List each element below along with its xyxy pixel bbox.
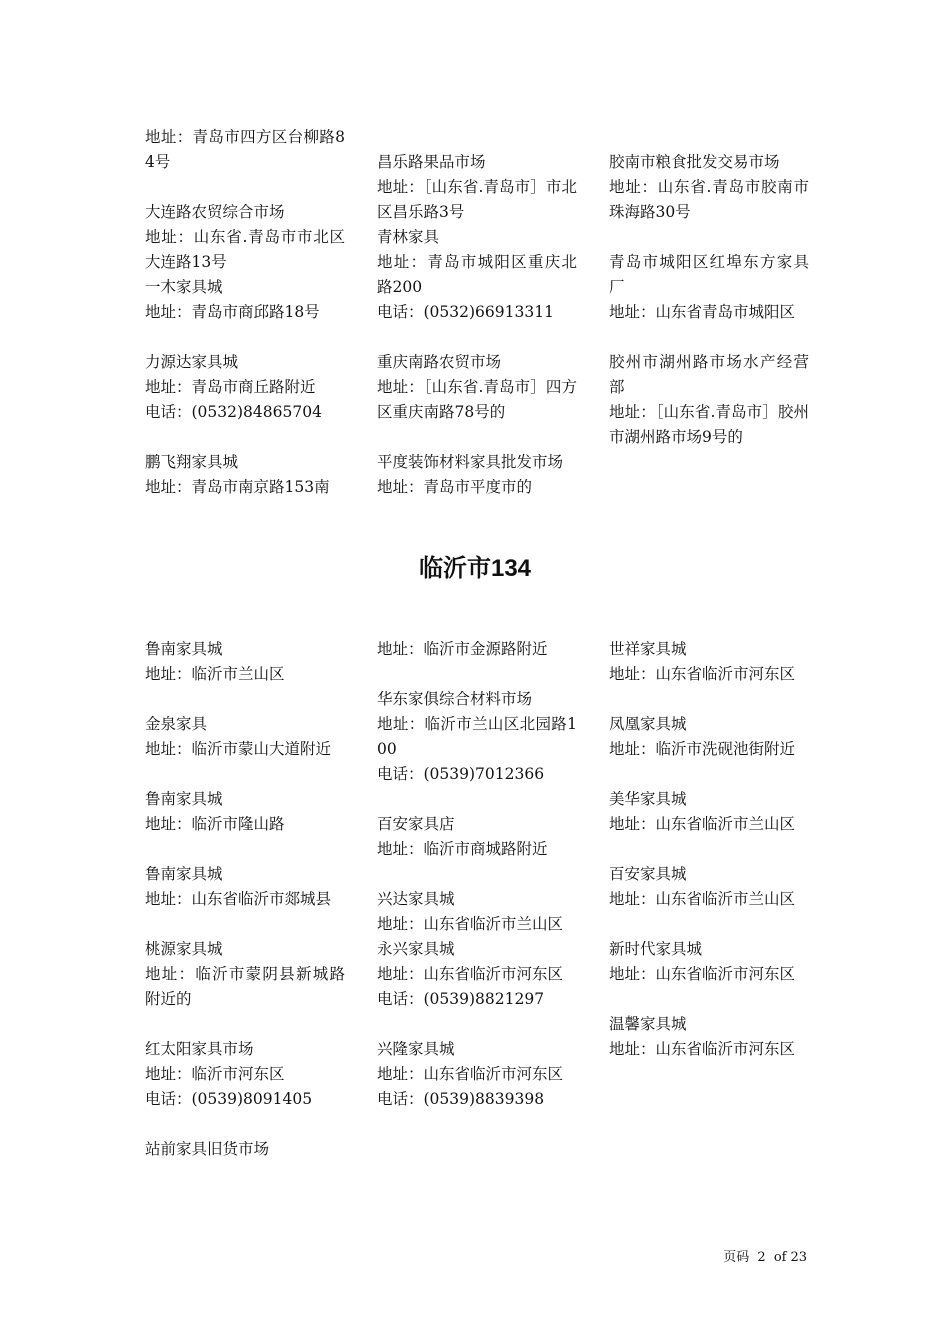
listing-line-first: 美华家具城 xyxy=(609,790,687,808)
listing-line: 电话：(0532)84865704 xyxy=(145,403,322,421)
listing-line: 地址：青岛市商丘路附近 xyxy=(145,378,316,396)
listing-entry xyxy=(145,200,345,275)
listing-entry xyxy=(609,787,809,837)
listing-line: 地址：青岛市城阳区重庆北路200 xyxy=(377,253,577,296)
listing-line: 地址：山东省临沂市河东区 xyxy=(609,1040,796,1058)
listing-entry xyxy=(377,637,577,662)
listing-entry xyxy=(609,937,809,987)
listing-line: 地址：临沂市洗砚池街附近 xyxy=(609,740,796,758)
listing-line: 地址：［山东省.青岛市］市北区昌乐路3号 xyxy=(377,178,577,221)
top-column-3 xyxy=(609,150,809,475)
listing-entry xyxy=(609,1012,809,1062)
listing-line-first: 胶南市粮食批发交易市场 xyxy=(609,153,780,171)
listing-entry xyxy=(377,937,577,1012)
listing-line: 地址：［山东省.青岛市］四方区重庆南路78号的 xyxy=(377,378,577,421)
bottom-column-3 xyxy=(609,637,809,1087)
listing-entry xyxy=(377,887,577,937)
listing-line-first: 世祥家具城 xyxy=(609,640,687,658)
listing-entry xyxy=(377,812,577,862)
listing-line: 电话：(0539)7012366 xyxy=(377,765,545,783)
listing-line-first: 兴达家具城 xyxy=(377,890,455,908)
listing-line-first: 永兴家具城 xyxy=(377,940,455,958)
listing-line: 地址：山东省.青岛市市北区大连路13号 xyxy=(145,228,345,271)
listing-line-first: 兴隆家具城 xyxy=(377,1040,455,1058)
top-column-2 xyxy=(377,150,577,525)
listing-entry xyxy=(377,350,577,425)
listing-line-first: 百安家具店 xyxy=(377,815,455,833)
page-footer xyxy=(723,1248,807,1268)
listing-line-first: 平度装饰材料家具批发市场 xyxy=(377,453,564,471)
listing-entry xyxy=(609,862,809,912)
listing-line-first: 胶州市湖州路市场水产经营部 xyxy=(609,353,809,396)
listing-line-first: 凤凰家具城 xyxy=(609,715,687,733)
listing-line-first: 鲁南家具城 xyxy=(145,790,223,808)
listing-line: 地址：山东省临沂市郯城县 xyxy=(145,890,332,908)
listing-line-first: 鹏飞翔家具城 xyxy=(145,453,239,471)
listing-line: 地址：临沂市兰山区 xyxy=(145,665,285,683)
listing-entry xyxy=(145,350,345,425)
listing-entry xyxy=(377,1037,577,1112)
listing-line-first: 新时代家具城 xyxy=(609,940,703,958)
listing-line-first: 金泉家具 xyxy=(145,715,208,733)
listing-entry xyxy=(145,937,345,1012)
listing-line-first: 青林家具 xyxy=(377,228,440,246)
listing-line: 地址：临沂市兰山区北园路100 xyxy=(377,715,577,758)
listing-line: 地址：临沂市蒙阴县新城路附近的 xyxy=(145,965,345,1008)
listing-line-first: 鲁南家具城 xyxy=(145,640,223,658)
listing-line: 电话：(0539)8821297 xyxy=(377,990,545,1008)
listing-line: 地址：山东省临沂市兰山区 xyxy=(377,915,564,933)
listing-entry xyxy=(145,862,345,912)
listing-line: 地址：山东省.青岛市胶南市珠海路30号 xyxy=(609,178,809,221)
listing-line-first: 温馨家具城 xyxy=(609,1015,687,1033)
listing-line: 电话：(0539)8839398 xyxy=(377,1090,545,1108)
listing-line-first: 地址：临沂市金源路附近 xyxy=(377,640,548,658)
bottom-column-1 xyxy=(145,637,345,1187)
listing-line: 地址：山东省临沂市兰山区 xyxy=(609,815,796,833)
listing-entry xyxy=(609,712,809,762)
listing-entry xyxy=(145,712,345,762)
listing-entry xyxy=(145,1037,345,1112)
listing-entry xyxy=(377,225,577,325)
listing-entry xyxy=(377,687,577,787)
listing-line-first: 青岛市城阳区红埠东方家具厂 xyxy=(609,253,809,296)
listing-line-first: 力源达家具城 xyxy=(145,353,239,371)
listing-line: 地址：临沂市蒙山大道附近 xyxy=(145,740,332,758)
listing-line-first: 站前家具旧货市场 xyxy=(145,1140,270,1158)
listing-line: 电话：(0539)8091405 xyxy=(145,1090,313,1108)
listing-line: 地址：山东省临沂市兰山区 xyxy=(609,890,796,908)
listing-line-first: 华东家俱综合材料市场 xyxy=(377,690,533,708)
listing-line: 地址：山东省临沂市河东区 xyxy=(377,1065,564,1083)
listing-line: 地址：临沂市河东区 xyxy=(145,1065,285,1083)
page-total: 23 xyxy=(790,1250,807,1265)
listing-entry xyxy=(145,637,345,687)
listing-entry xyxy=(609,637,809,687)
listing-entry xyxy=(609,350,809,450)
listing-entry xyxy=(145,787,345,837)
listing-line-first: 重庆南路农贸市场 xyxy=(377,353,502,371)
listing-entry xyxy=(609,250,809,325)
listing-entry xyxy=(609,150,809,225)
listing-line: 电话：(0532)66913311 xyxy=(377,303,554,321)
listing-line-first: 大连路农贸综合市场 xyxy=(145,203,285,221)
listing-entry xyxy=(145,125,345,175)
page-of-label: of xyxy=(773,1250,787,1265)
listing-line-first: 鲁南家具城 xyxy=(145,865,223,883)
listing-line: 地址：山东省临沂市河东区 xyxy=(377,965,564,983)
top-column-1 xyxy=(145,125,345,525)
page-label: 页码 xyxy=(723,1250,750,1265)
listing-line-first: 地址：青岛市四方区台柳路84号 xyxy=(145,128,345,171)
listing-line: 地址：青岛市商邱路18号 xyxy=(145,303,320,321)
listing-line-first: 一木家具城 xyxy=(145,278,223,296)
listing-entry xyxy=(377,450,577,500)
listing-entry xyxy=(145,275,345,325)
listing-line-first: 桃源家具城 xyxy=(145,940,223,958)
listing-line: 地址：［山东省.青岛市］胶州市湖州路市场9号的 xyxy=(609,403,809,446)
listing-line-first: 百安家具城 xyxy=(609,865,687,883)
listing-entry xyxy=(145,1137,345,1162)
listing-line: 地址：山东省临沂市河东区 xyxy=(609,965,796,983)
listing-entry xyxy=(145,450,345,500)
listing-entry xyxy=(377,150,577,225)
listing-line-first: 红太阳家具市场 xyxy=(145,1040,254,1058)
bottom-column-2 xyxy=(377,637,577,1137)
listing-line: 地址：临沂市商城路附近 xyxy=(377,840,548,858)
listing-line: 地址：临沂市隆山路 xyxy=(145,815,285,833)
section-title: 临沂市134 xyxy=(418,555,532,582)
listing-line: 地址：青岛市南京路153南 xyxy=(145,478,330,496)
listing-line: 地址：青岛市平度市的 xyxy=(377,478,533,496)
listing-line: 地址：山东省青岛市城阳区 xyxy=(609,303,796,321)
listing-line-first: 昌乐路果品市场 xyxy=(377,153,486,171)
listing-line: 地址：山东省临沂市河东区 xyxy=(609,665,796,683)
page-number: 2 xyxy=(757,1250,766,1265)
